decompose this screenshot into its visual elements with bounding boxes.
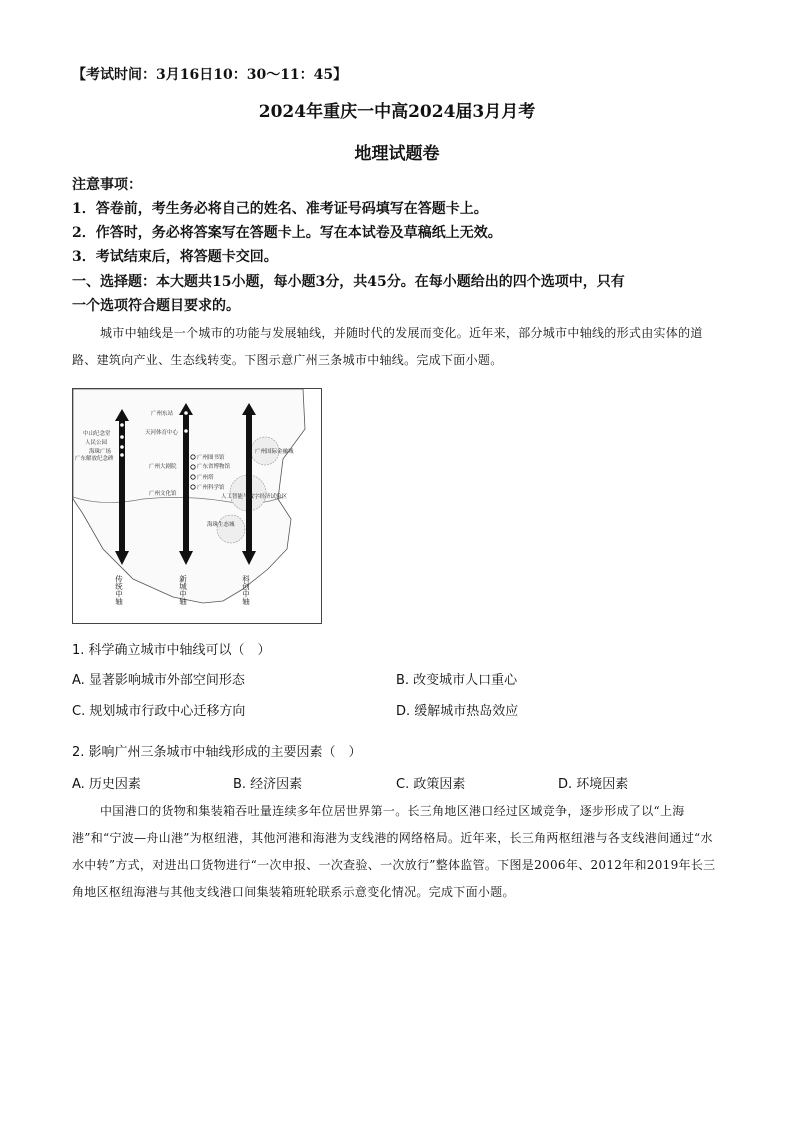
axis-label-newcity: 新城中轴 [178, 575, 188, 605]
passage-1-text: 城市中轴线是一个城市的功能与发展轴线，并随时代的发展而变化。近年来，部分城市中轴线的形式由实体的道路、建筑向产业、生态线转变。下图示意广州三条城市中轴线。完成下面小题。 [72, 326, 703, 367]
exam-subtitle: 地理试题卷 [354, 144, 440, 164]
label-opera: 广州大剧院 [149, 464, 177, 470]
q1-option-c: C. 规划城市行政中心迁移方向 [72, 704, 246, 719]
q2-option-a: A. 历史因素 [72, 777, 141, 792]
label-zhongshan: 中山纪念堂 [83, 431, 111, 437]
section-heading: 一、选择题：本大题共15小题，每小题3分，共45分。在每小题给出的四个选项中，只有 [72, 274, 625, 290]
exam-time: 【考试时间：3月16日10：30～11：45】 [72, 67, 348, 83]
guangzhou-axes-map [72, 388, 322, 624]
notice-heading: 注意事项： [72, 177, 142, 193]
landmark-dot [184, 429, 188, 433]
label-tianhe: 天河体育中心 [145, 430, 179, 436]
notice-item: 1．答卷前，考生务必将自己的姓名、准考证号码填写在答题卡上。 [72, 201, 488, 217]
axis-label-traditional: 传统中轴 [114, 575, 124, 605]
landmark-dot [191, 485, 195, 489]
q1-option-b: B. 改变城市人口重心 [396, 673, 518, 688]
label-haizhu: 海珠广场 [89, 449, 112, 455]
q2-option-d: D. 环境因素 [558, 777, 629, 792]
q1-option-d: D. 缓解城市热岛效应 [396, 704, 519, 719]
label-sci-museum: 广州科学馆 [197, 485, 225, 491]
label-guangzhou-east: 广州东站 [151, 411, 174, 417]
axis-label-innovation: 科创中轴 [241, 575, 251, 605]
label-memorial: 广东解放纪念碑 [75, 456, 114, 462]
q2-option-b: B. 经济因素 [233, 777, 303, 792]
exam-title: 2024年重庆一中高2024届3月月考 [258, 102, 536, 122]
landmark-dot [120, 435, 124, 439]
landmark-dot [120, 453, 124, 457]
landmark-dot [120, 445, 124, 449]
landmark-dot [120, 423, 124, 427]
q2-stem: 2. 影响广州三条城市中轴线形成的主要因素（ ） [72, 745, 362, 760]
label-culture: 广州文化馆 [149, 491, 177, 497]
label-museum: 广东省博物馆 [197, 464, 231, 470]
landmark-dot [191, 455, 195, 459]
q1-stem: 1. 科学确立城市中轴线可以（ ） [72, 643, 271, 658]
q2-option-c: C. 政策因素 [396, 777, 466, 792]
label-finance: 广州国际金融城 [255, 449, 294, 455]
notice-item: 2．作答时，务必将答案写在答题卡上。写在本试卷及草稿纸上无效。 [72, 225, 502, 241]
section-heading-cont: 一个选项符合题目要求的。 [72, 298, 240, 314]
passage-2 [72, 798, 724, 906]
landmark-dot [191, 465, 195, 469]
landmark-dot [184, 411, 188, 415]
map-svg [73, 389, 321, 623]
label-ai-zone: 人工智能与数字经济试验区 [221, 494, 288, 500]
label-ecocity: 海珠生态城 [207, 522, 235, 528]
passage-2-text: 中国港口的货物和集装箱吞吐量连续多年位居世界第一。长三角地区港口经过区域竞争，逐步形成了以“上海港”和“宁波—舟山港”为枢纽港，其他河港和海港为支线港的网络格局。近年来，长三角两枢纽港与各支线港间通过“水水中转”方式，对进出口货物进行“一次申报、一次查验、一次放行”整体监管。下图是2006年、2012年和2019年长三角地区枢纽海港与其他支线港口间集装箱班轮联系示意变化情况。完成下面小题。 [72, 804, 716, 899]
passage-1 [72, 320, 724, 374]
label-people-park: 人民公园 [85, 440, 108, 446]
landmark-dot [191, 475, 195, 479]
label-library: 广州图书馆 [197, 455, 225, 461]
eco-city-zone [217, 515, 245, 543]
notice-item: 3．考试结束后，将答题卡交回。 [72, 249, 278, 265]
q1-option-a: A. 显著影响城市外部空间形态 [72, 673, 245, 688]
label-tower: 广州塔 [197, 475, 214, 481]
